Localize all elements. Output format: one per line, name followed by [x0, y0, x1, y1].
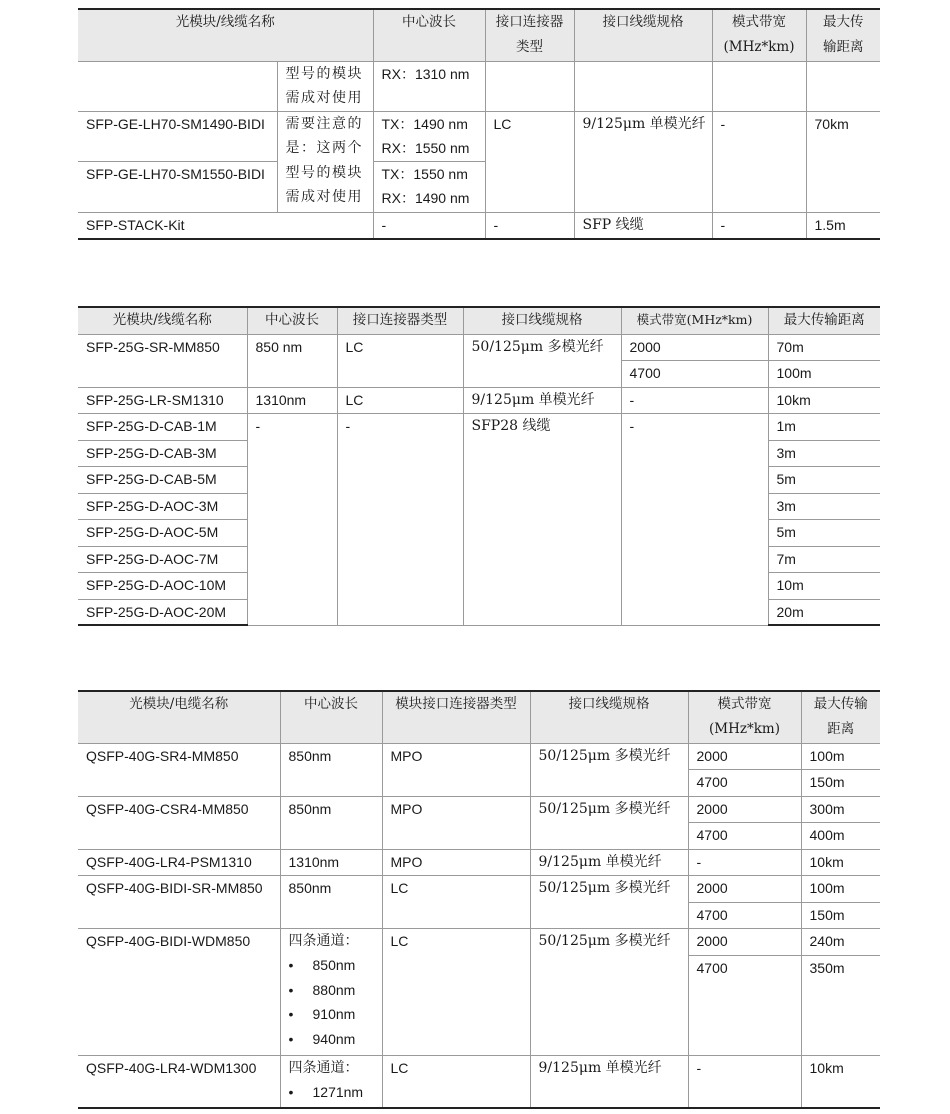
note-line: 型号的模块: [285, 164, 363, 181]
bandwidth-cell: -: [712, 212, 806, 239]
bandwidth-cell: -: [688, 1055, 801, 1108]
connector-cell: LC: [337, 334, 463, 387]
distance-cell: 10km: [768, 387, 880, 413]
bandwidth-cell: -: [621, 387, 768, 413]
connector-cell: -: [337, 413, 463, 625]
connector-cell: MPO: [382, 849, 530, 875]
model-cell: SFP-25G-D-AOC-5M: [78, 519, 247, 546]
wavelength-line: RX：1550 nm: [381, 140, 470, 156]
model-cell: SFP-25G-D-AOC-10M: [78, 572, 247, 599]
distance-cell: 10m: [768, 572, 880, 599]
bandwidth-cell: 2000: [688, 928, 801, 955]
model-cell: SFP-25G-D-CAB-3M: [78, 440, 247, 466]
wavelength-cell: [280, 1055, 382, 1108]
cable-cell: 50/125μm 多模光纤: [530, 875, 688, 928]
bandwidth-cell: 2000: [621, 334, 768, 360]
note-line: 需成对使用: [285, 189, 363, 205]
model-cell: SFP-25G-D-AOC-20M: [78, 599, 247, 625]
model-cell: SFP-STACK-Kit: [78, 212, 373, 239]
header-bandwidth: 模式带宽 (MHz*km): [712, 9, 806, 61]
connector-cell: LC: [337, 387, 463, 413]
bandwidth-cell: 4700: [688, 822, 801, 849]
model-cell: SFP-GE-LH70-SM1490-BIDI: [78, 111, 277, 161]
model-cell: SFP-25G-D-CAB-1M: [78, 413, 247, 440]
header-model-name: 光模块/线缆名称: [78, 307, 247, 334]
model-cell: QSFP-40G-LR4-PSM1310: [78, 849, 280, 875]
bullet-icon: •: [288, 1030, 294, 1047]
bandwidth-cell: 4700: [688, 955, 801, 1055]
wavelength-cell: RX：1310 nm: [373, 61, 485, 111]
cable-cell: SFP28 线缆: [463, 413, 621, 625]
channel-item: [289, 1002, 374, 1027]
header-bandwidth: 模式带宽 (MHz*km): [688, 691, 801, 743]
cable-cell: 9/125μm 单模光纤: [530, 849, 688, 875]
distance-cell: 10km: [801, 849, 880, 875]
channel-item: [289, 1080, 374, 1105]
table-cell: [806, 61, 880, 111]
table-cell: [574, 61, 712, 111]
header-distance: 最大传输距离: [768, 307, 880, 334]
model-cell: QSFP-40G-CSR4-MM850: [78, 796, 280, 849]
distance-cell: 100m: [768, 360, 880, 387]
channel-item: [289, 978, 374, 1003]
distance-cell: 150m: [801, 902, 880, 928]
channel-value: 1271nm: [312, 1084, 364, 1100]
table-qsfp-40g-modules: [78, 690, 880, 1109]
header-wavelength: 中心波长: [247, 307, 337, 334]
channel-value: 940nm: [312, 1030, 356, 1047]
distance-cell: 3m: [768, 493, 880, 519]
note-cell: [277, 111, 373, 212]
channel-item: [289, 1027, 374, 1052]
header-distance: 最大传 输距离: [806, 9, 880, 61]
bullet-icon: •: [288, 981, 294, 998]
header-distance: 最大传输 距离: [801, 691, 880, 743]
model-cell: SFP-25G-SR-MM850: [78, 334, 247, 387]
distance-cell: 300m: [801, 796, 880, 822]
cable-cell: 9/125μm 单模光纤: [530, 1055, 688, 1108]
bandwidth-cell: 4700: [688, 769, 801, 796]
bandwidth-cell: -: [688, 849, 801, 875]
note-line: 需成对使用: [285, 90, 363, 106]
wavelength-cell: 850nm: [280, 796, 382, 849]
channel-value: 910nm: [312, 1006, 356, 1022]
distance-cell: 1.5m: [806, 212, 880, 239]
connector-cell: LC: [485, 111, 574, 212]
distance-cell: 100m: [801, 875, 880, 902]
header-cable: 接口线缆规格: [530, 691, 688, 743]
distance-cell: 7m: [768, 546, 880, 572]
distance-cell: 100m: [801, 743, 880, 769]
wavelength-cell: -: [247, 413, 337, 625]
note-line: 需要注意的: [285, 115, 363, 132]
cable-cell: 50/125μm 多模光纤: [530, 928, 688, 1055]
distance-cell: 150m: [801, 769, 880, 796]
model-cell: SFP-GE-LH70-SM1550-BIDI: [78, 161, 277, 212]
model-cell: SFP-25G-D-CAB-5M: [78, 466, 247, 493]
table-sfp-ge-modules: [78, 8, 880, 240]
header-connector: 接口连接器类型: [337, 307, 463, 334]
table-cell: [712, 61, 806, 111]
wavelength-line: RX：1490 nm: [381, 190, 470, 206]
bullet-icon: •: [288, 1006, 294, 1022]
table-cell: [485, 61, 574, 111]
cable-cell: 50/125μm 多模光纤: [463, 334, 621, 387]
wavelength-cell: 850nm: [280, 875, 382, 928]
bandwidth-cell: 2000: [688, 743, 801, 769]
wavelength-line: TX：1490 nm: [381, 115, 468, 132]
bullet-icon: •: [288, 1084, 294, 1100]
wavelength-cell: -: [373, 212, 485, 239]
connector-cell: MPO: [382, 743, 530, 796]
cable-cell: 9/125μm 单模光纤: [574, 111, 712, 212]
distance-cell: 3m: [768, 440, 880, 466]
model-cell: SFP-25G-LR-SM1310: [78, 387, 247, 413]
model-cell: SFP-25G-D-AOC-3M: [78, 493, 247, 519]
header-model-name: 光模块/电缆名称: [78, 691, 280, 743]
bandwidth-cell: -: [621, 413, 768, 625]
header-model-name: 光模块/线缆名称: [78, 9, 373, 61]
connector-cell: LC: [382, 875, 530, 928]
model-cell: QSFP-40G-SR4-MM850: [78, 743, 280, 796]
header-connector: 模块接口连接器类型: [382, 691, 530, 743]
bandwidth-cell: 4700: [621, 360, 768, 387]
header-wavelength: 中心波长: [373, 9, 485, 61]
header-connector: 接口连接器 类型: [485, 9, 574, 61]
connector-cell: LC: [382, 1055, 530, 1108]
header-bandwidth: 模式带宽(MHz*km): [621, 307, 768, 334]
header-cable: 接口线缆规格: [574, 9, 712, 61]
connector-cell: -: [485, 212, 574, 239]
distance-cell: 70m: [768, 334, 880, 360]
model-cell: QSFP-40G-BIDI-SR-MM850: [78, 875, 280, 928]
channel-value: 850nm: [312, 957, 356, 973]
channel-value: 880nm: [312, 981, 356, 998]
connector-cell: MPO: [382, 796, 530, 849]
header-cable: 接口线缆规格: [463, 307, 621, 334]
note-cell: [277, 61, 373, 111]
table-cell: [78, 61, 277, 111]
distance-cell: 1m: [768, 413, 880, 440]
wavelength-line: TX：1550 nm: [381, 165, 468, 182]
header-wavelength: 中心波长: [280, 691, 382, 743]
channels-label: 四条通道：: [288, 932, 359, 949]
distance-cell: 20m: [768, 599, 880, 625]
bandwidth-cell: -: [712, 111, 806, 212]
wavelength-cell: [280, 928, 382, 1055]
bandwidth-cell: 2000: [688, 796, 801, 822]
distance-cell: 70km: [806, 111, 880, 212]
cable-cell: 9/125μm 单模光纤: [463, 387, 621, 413]
wavelength-cell: 1310nm: [247, 387, 337, 413]
distance-cell: 5m: [768, 519, 880, 546]
connector-cell: LC: [382, 928, 530, 1055]
distance-cell: 400m: [801, 822, 880, 849]
model-cell: QSFP-40G-LR4-WDM1300: [78, 1055, 280, 1108]
table-sfp-25g-modules: [78, 306, 880, 626]
channels-label: 四条通道：: [288, 1059, 359, 1076]
note-line: 型号的模块: [285, 65, 363, 82]
model-cell: QSFP-40G-BIDI-WDM850: [78, 928, 280, 1055]
distance-cell: 240m: [801, 928, 880, 955]
cable-cell: 50/125μm 多模光纤: [530, 743, 688, 796]
bandwidth-cell: 2000: [688, 875, 801, 902]
note-line: 是：这两个: [285, 140, 363, 156]
distance-cell: 10km: [801, 1055, 880, 1108]
distance-cell: 5m: [768, 466, 880, 493]
channel-item: [289, 953, 374, 978]
wavelength-cell: 850 nm: [247, 334, 337, 387]
wavelength-cell: [373, 161, 485, 212]
wavelength-cell: [373, 111, 485, 161]
bandwidth-cell: 4700: [688, 902, 801, 928]
wavelength-cell: 850nm: [280, 743, 382, 796]
cable-cell: 50/125μm 多模光纤: [530, 796, 688, 849]
cable-cell: SFP 线缆: [574, 212, 712, 239]
bullet-icon: •: [288, 957, 294, 973]
wavelength-cell: 1310nm: [280, 849, 382, 875]
model-cell: SFP-25G-D-AOC-7M: [78, 546, 247, 572]
distance-cell: 350m: [801, 955, 880, 1055]
